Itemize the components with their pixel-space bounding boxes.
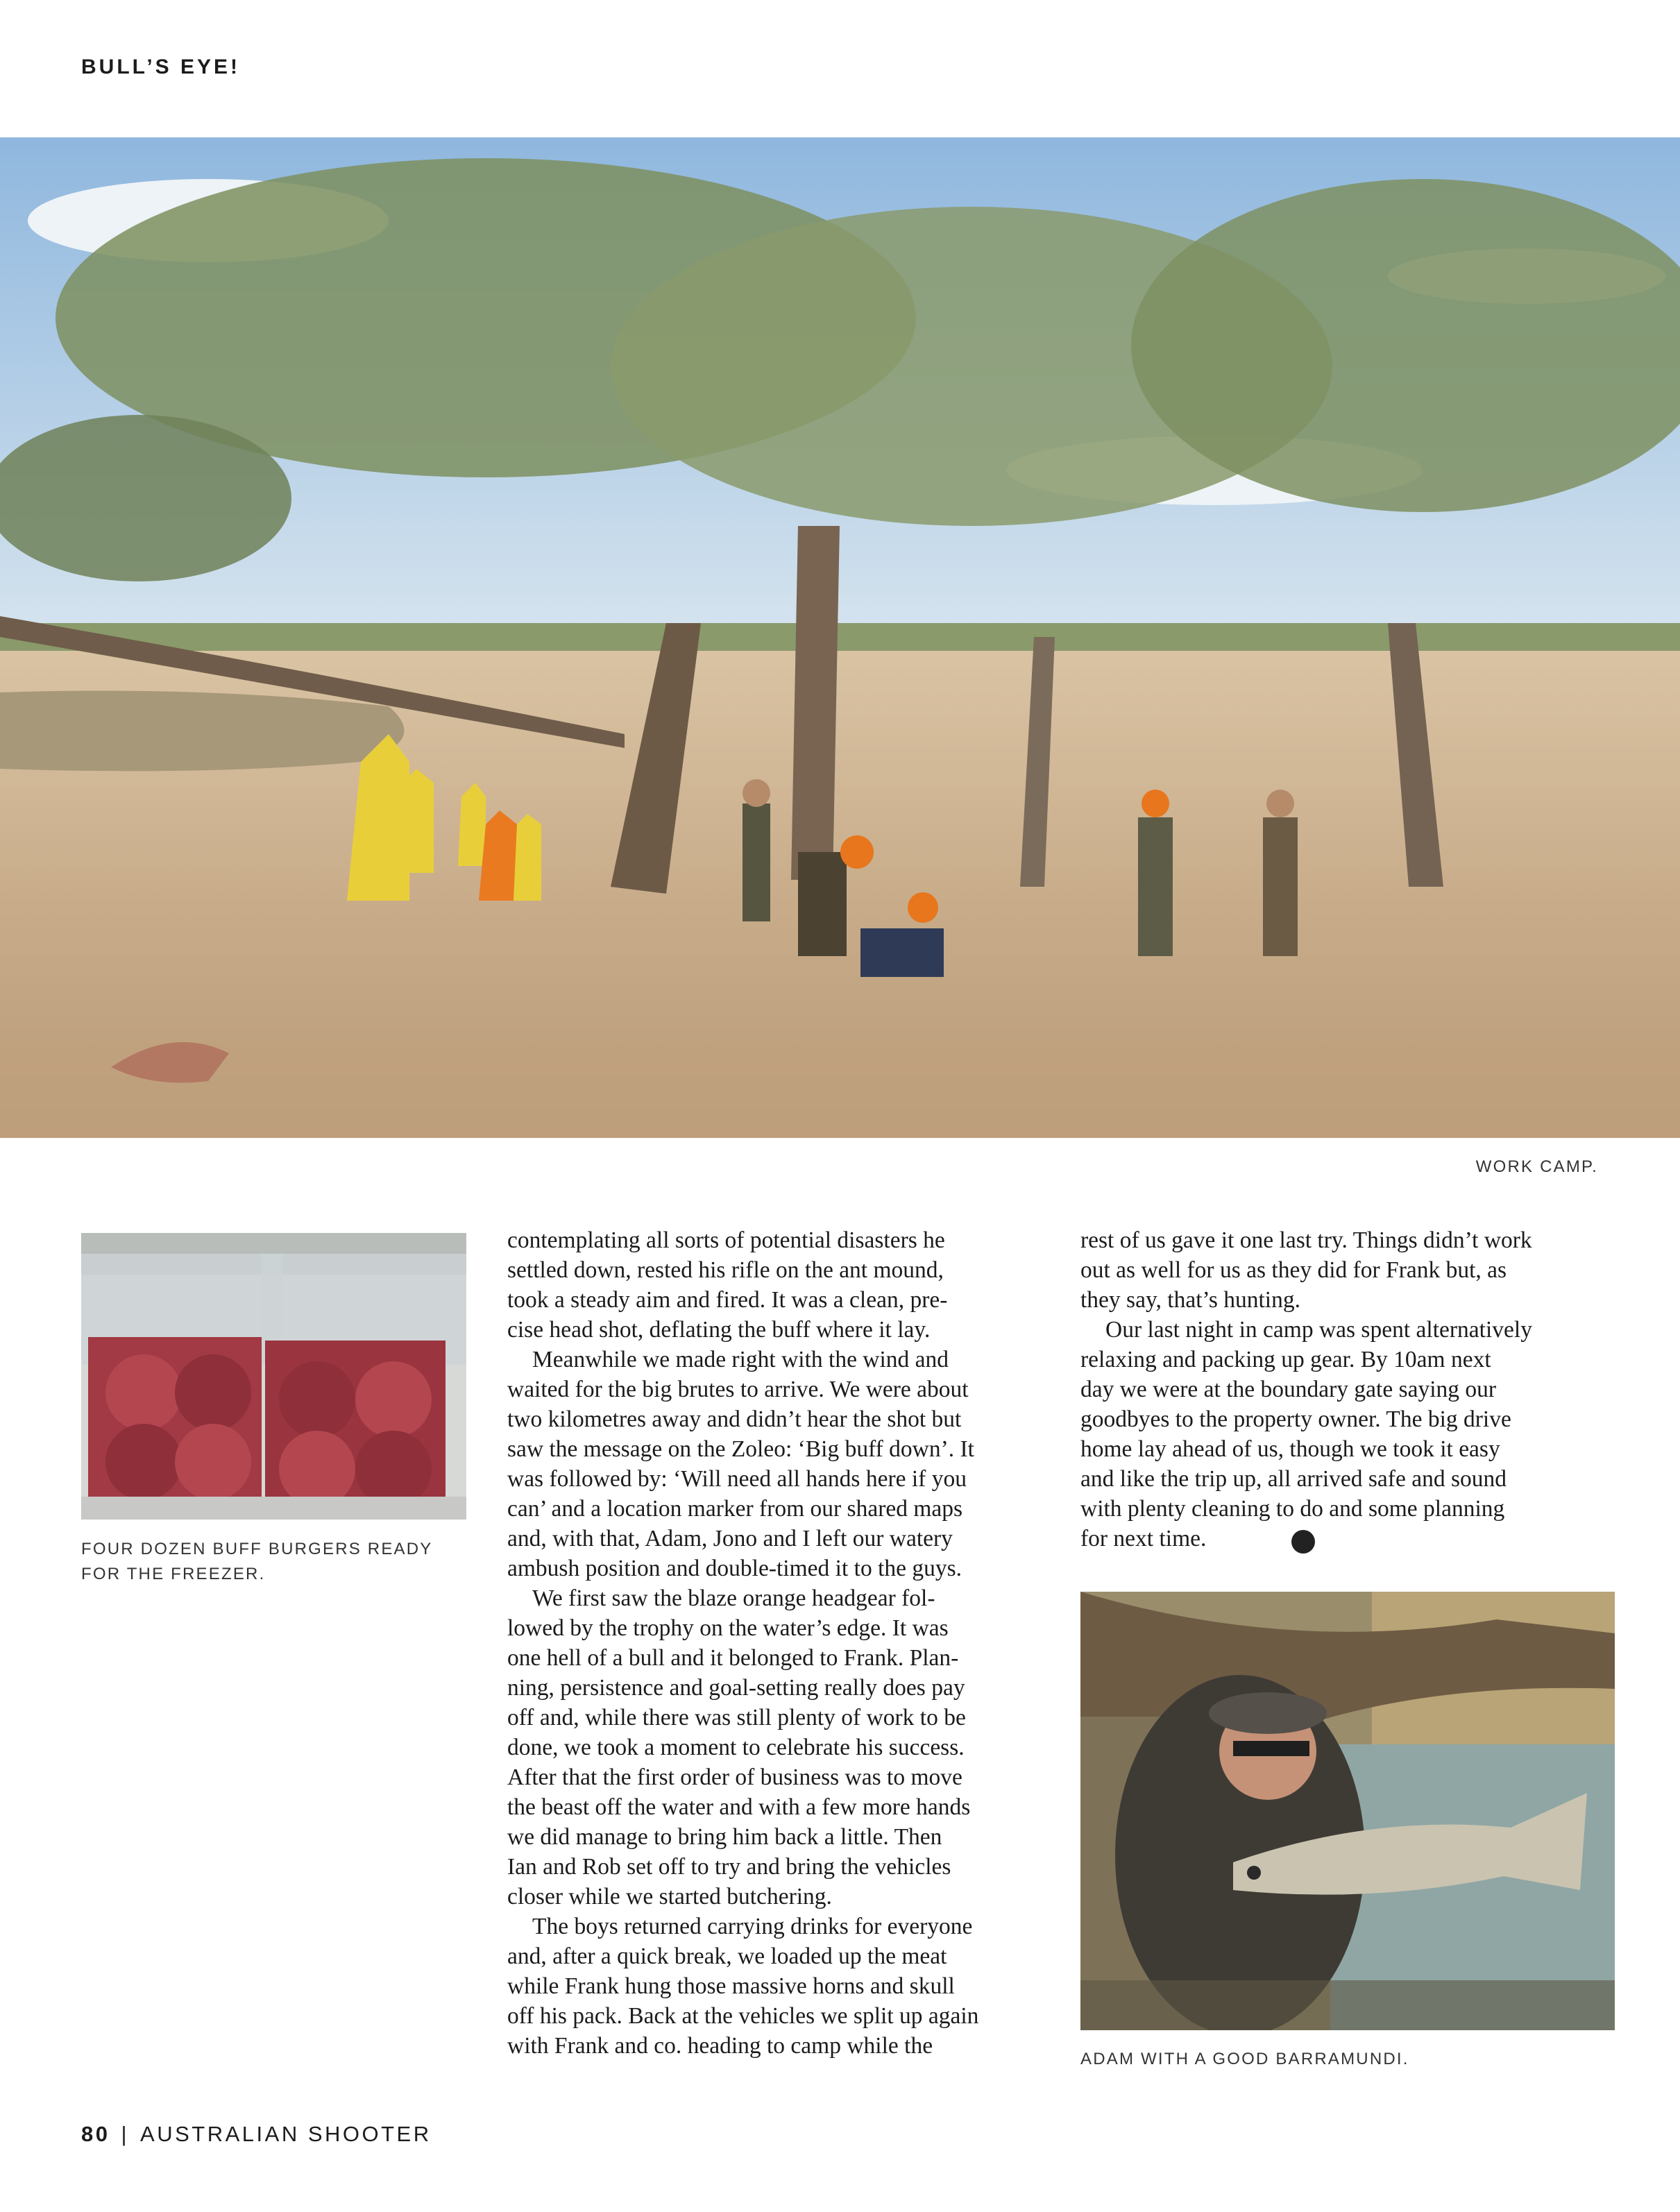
fish-caption: ADAM WITH A GOOD BARRAMUNDI. [1080, 2050, 1409, 2068]
text-line: ning, persistence and goal-setting really does pay [507, 1675, 965, 1701]
text-line: we did manage to bring him back a little. Then [507, 1824, 942, 1850]
text-line: waited for the big brutes to arrive. We were about [507, 1377, 969, 1402]
text-line: ambush position and double-timed it to the guys. [507, 1556, 962, 1581]
page-number: 80 [81, 2122, 110, 2146]
end-of-article-icon [1291, 1530, 1315, 1554]
text-line: can’ and a location marker from our shared maps [507, 1496, 963, 1522]
fish-photo [1080, 1592, 1615, 2030]
section-label: BULL’S EYE! [81, 56, 241, 78]
text-line: cise head shot, deflating the buff where it lay. [507, 1317, 931, 1343]
text-line: home lay ahead of us, though we took it easy [1080, 1436, 1500, 1462]
text-line: for next time. [1080, 1526, 1207, 1551]
text-line: and, after a quick break, we loaded up the meat [507, 1943, 947, 1969]
text-line: day we were at the boundary gate saying our [1080, 1377, 1497, 1402]
text-line: with plenty cleaning to do and some planning [1080, 1496, 1505, 1522]
text-line: one hell of a bull and it belonged to Frank. Plan- [507, 1645, 959, 1671]
burger-caption-line: FOUR DOZEN BUFF BURGERS READY [81, 1540, 433, 1558]
text-line: Meanwhile we made right with the wind and [532, 1347, 949, 1372]
burger-caption [81, 1537, 470, 1587]
hero-photo-work-camp [0, 137, 1680, 1138]
text-line: off his pack. Back at the vehicles we split up again [507, 2003, 979, 2029]
text-line: saw the message on the Zoleo: ‘Big buff down’. It [507, 1436, 974, 1462]
text-line: lowed by the trophy on the water’s edge. It was [507, 1615, 949, 1641]
text-line: while Frank hung those massive horns and skull [507, 1973, 955, 1999]
text-line: took a steady aim and fired. It was a clean, pre- [507, 1287, 948, 1313]
text-line: The boys returned carrying drinks for everyone [532, 1914, 973, 1939]
text-line: closer while we started butchering. [507, 1884, 832, 1909]
text-line: rest of us gave it one last try. Things didn’t work [1080, 1227, 1532, 1253]
text-line: Ian and Rob set off to try and bring the vehicles [507, 1854, 951, 1880]
article-column-right [1080, 1225, 1615, 1554]
article-column-middle [507, 1225, 1042, 2061]
text-line: off and, while there was still plenty of work to be [507, 1705, 966, 1730]
text-line: relaxing and packing up gear. By 10am next [1080, 1347, 1491, 1372]
text-line: with Frank and co. heading to camp while the [507, 2033, 933, 2059]
hero-caption: WORK CAMP. [1475, 1157, 1598, 1176]
text-line: the beast off the water and with a few more hands [507, 1794, 971, 1820]
text-line: Our last night in camp was spent alternatively [1105, 1317, 1532, 1343]
text-line: goodbyes to the property owner. The big drive [1080, 1406, 1511, 1432]
text-line: they say, that’s hunting. [1080, 1287, 1300, 1313]
text-line: settled down, rested his rifle on the ant mound, [507, 1257, 944, 1283]
text-line: out as well for us as they did for Frank but, as [1080, 1257, 1507, 1283]
burger-photo [81, 1233, 466, 1520]
text-line: done, we took a moment to celebrate his success. [507, 1735, 965, 1760]
text-line: contemplating all sorts of potential disasters he [507, 1227, 945, 1253]
text-line: After that the first order of business was to move [507, 1764, 962, 1790]
page-footer [81, 2122, 432, 2147]
text-line: and like the trip up, all arrived safe and sound [1080, 1466, 1507, 1492]
burger-caption-line: FOR THE FREEZER. [81, 1565, 266, 1583]
footer-separator: | [121, 2122, 130, 2146]
text-line: and, with that, Adam, Jono and I left our watery [507, 1526, 953, 1551]
publication-name: AUSTRALIAN SHOOTER [140, 2122, 432, 2146]
text-line: We first saw the blaze orange headgear fol- [532, 1585, 935, 1611]
text-line: was followed by: ‘Will need all hands here if you [507, 1466, 967, 1492]
text-line: two kilometres away and didn’t hear the shot but [507, 1406, 962, 1432]
